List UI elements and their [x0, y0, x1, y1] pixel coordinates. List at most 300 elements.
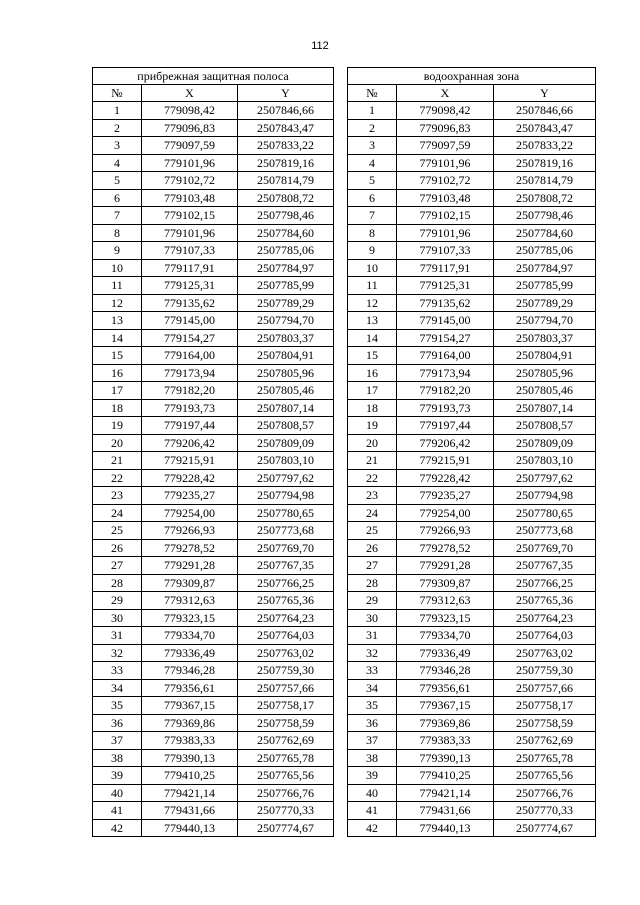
left-col-x-header: X	[142, 85, 238, 102]
right-point-number: 31	[348, 627, 397, 645]
left-point-number: 22	[93, 469, 142, 487]
right-y-value: 2507770,33	[494, 802, 596, 820]
left-point-number: 19	[93, 417, 142, 435]
table-gap	[334, 137, 348, 155]
left-point-number: 11	[93, 277, 142, 295]
table-gap	[334, 749, 348, 767]
right-x-value: 779102,15	[397, 207, 494, 225]
right-x-value: 779309,87	[397, 574, 494, 592]
left-y-value: 2507784,60	[238, 224, 334, 242]
table-row	[93, 172, 596, 190]
right-point-number: 28	[348, 574, 397, 592]
table-gap	[334, 102, 348, 120]
table-gap	[334, 732, 348, 750]
left-x-value: 779125,31	[142, 277, 238, 295]
table-row	[93, 819, 596, 837]
right-point-number: 19	[348, 417, 397, 435]
right-point-number: 26	[348, 539, 397, 557]
left-y-value: 2507804,91	[238, 347, 334, 365]
table-gap	[334, 767, 348, 785]
left-point-number: 10	[93, 259, 142, 277]
right-x-value: 779369,86	[397, 714, 494, 732]
left-point-number: 2	[93, 119, 142, 137]
left-x-value: 779235,27	[142, 487, 238, 505]
right-y-value: 2507767,35	[494, 557, 596, 575]
left-x-value: 779431,66	[142, 802, 238, 820]
right-x-value: 779154,27	[397, 329, 494, 347]
table-gap	[334, 784, 348, 802]
right-x-value: 779334,70	[397, 627, 494, 645]
right-point-number: 20	[348, 434, 397, 452]
right-point-number: 30	[348, 609, 397, 627]
table-gap	[334, 312, 348, 330]
table-row	[93, 662, 596, 680]
left-y-value: 2507765,78	[238, 749, 334, 767]
left-x-value: 779367,15	[142, 697, 238, 715]
left-y-value: 2507769,70	[238, 539, 334, 557]
right-point-number: 38	[348, 749, 397, 767]
left-x-value: 779101,96	[142, 224, 238, 242]
column-header-row	[93, 85, 596, 102]
table-row	[93, 242, 596, 260]
table-row	[93, 154, 596, 172]
right-y-value: 2507784,97	[494, 259, 596, 277]
left-x-value: 779193,73	[142, 399, 238, 417]
right-point-number: 10	[348, 259, 397, 277]
table-gap	[334, 522, 348, 540]
table-gap	[334, 154, 348, 172]
table-gap	[334, 539, 348, 557]
right-point-number: 7	[348, 207, 397, 225]
right-x-value: 779101,96	[397, 224, 494, 242]
left-y-value: 2507767,35	[238, 557, 334, 575]
table-row	[93, 504, 596, 522]
left-x-value: 779291,28	[142, 557, 238, 575]
right-y-value: 2507765,56	[494, 767, 596, 785]
right-y-value: 2507764,03	[494, 627, 596, 645]
right-y-value: 2507763,02	[494, 644, 596, 662]
left-x-value: 779309,87	[142, 574, 238, 592]
left-point-number: 27	[93, 557, 142, 575]
right-y-value: 2507785,99	[494, 277, 596, 295]
right-point-number: 13	[348, 312, 397, 330]
left-point-number: 29	[93, 592, 142, 610]
left-x-value: 779097,59	[142, 137, 238, 155]
right-x-value: 779431,66	[397, 802, 494, 820]
right-x-value: 779228,42	[397, 469, 494, 487]
right-x-value: 779356,61	[397, 679, 494, 697]
right-x-value: 779421,14	[397, 784, 494, 802]
left-x-value: 779334,70	[142, 627, 238, 645]
right-point-number: 23	[348, 487, 397, 505]
right-point-number: 42	[348, 819, 397, 837]
right-point-number: 18	[348, 399, 397, 417]
left-y-value: 2507763,02	[238, 644, 334, 662]
table-gap	[334, 189, 348, 207]
left-point-number: 21	[93, 452, 142, 470]
table-gap	[334, 819, 348, 837]
left-y-value: 2507789,29	[238, 294, 334, 312]
left-x-value: 779107,33	[142, 242, 238, 260]
table-gap	[334, 347, 348, 365]
left-point-number: 34	[93, 679, 142, 697]
left-y-value: 2507805,96	[238, 364, 334, 382]
title-row	[93, 68, 596, 85]
left-y-value: 2507819,16	[238, 154, 334, 172]
right-y-value: 2507814,79	[494, 172, 596, 190]
table-row	[93, 784, 596, 802]
left-point-number: 5	[93, 172, 142, 190]
left-point-number: 13	[93, 312, 142, 330]
left-y-value: 2507766,76	[238, 784, 334, 802]
right-y-value: 2507794,70	[494, 312, 596, 330]
right-point-number: 27	[348, 557, 397, 575]
right-y-value: 2507803,10	[494, 452, 596, 470]
right-x-value: 779135,62	[397, 294, 494, 312]
right-point-number: 33	[348, 662, 397, 680]
left-point-number: 14	[93, 329, 142, 347]
right-point-number: 3	[348, 137, 397, 155]
left-y-value: 2507833,22	[238, 137, 334, 155]
right-y-value: 2507765,78	[494, 749, 596, 767]
table-gap	[334, 627, 348, 645]
right-y-value: 2507843,47	[494, 119, 596, 137]
table-gap	[334, 662, 348, 680]
table-row	[93, 452, 596, 470]
left-x-value: 779135,62	[142, 294, 238, 312]
right-point-number: 5	[348, 172, 397, 190]
table-gap	[334, 714, 348, 732]
table-row	[93, 277, 596, 295]
left-x-value: 779206,42	[142, 434, 238, 452]
right-point-number: 40	[348, 784, 397, 802]
left-y-value: 2507798,46	[238, 207, 334, 225]
left-x-value: 779421,14	[142, 784, 238, 802]
right-x-value: 779107,33	[397, 242, 494, 260]
right-x-value: 779097,59	[397, 137, 494, 155]
right-x-value: 779390,13	[397, 749, 494, 767]
right-point-number: 39	[348, 767, 397, 785]
right-x-value: 779235,27	[397, 487, 494, 505]
left-point-number: 32	[93, 644, 142, 662]
left-y-value: 2507808,72	[238, 189, 334, 207]
table-row	[93, 102, 596, 120]
right-x-value: 779182,20	[397, 382, 494, 400]
table-row	[93, 224, 596, 242]
right-y-value: 2507758,59	[494, 714, 596, 732]
table-gap	[334, 172, 348, 190]
right-x-value: 779206,42	[397, 434, 494, 452]
left-y-value: 2507785,06	[238, 242, 334, 260]
table-gap	[334, 294, 348, 312]
right-point-number: 12	[348, 294, 397, 312]
table-gap	[334, 434, 348, 452]
left-x-value: 779278,52	[142, 539, 238, 557]
left-y-value: 2507762,69	[238, 732, 334, 750]
right-x-value: 779440,13	[397, 819, 494, 837]
table-gap	[334, 85, 348, 102]
left-y-value: 2507766,25	[238, 574, 334, 592]
right-x-value: 779336,49	[397, 644, 494, 662]
left-x-value: 779098,42	[142, 102, 238, 120]
right-x-value: 779291,28	[397, 557, 494, 575]
left-point-number: 28	[93, 574, 142, 592]
table-row	[93, 539, 596, 557]
table-gap	[334, 382, 348, 400]
left-x-value: 779323,15	[142, 609, 238, 627]
left-x-value: 779145,00	[142, 312, 238, 330]
table-gap	[334, 644, 348, 662]
left-y-value: 2507843,47	[238, 119, 334, 137]
table-gap	[334, 207, 348, 225]
left-x-value: 779254,00	[142, 504, 238, 522]
table-gap	[334, 277, 348, 295]
left-x-value: 779096,83	[142, 119, 238, 137]
right-x-value: 779346,28	[397, 662, 494, 680]
right-x-value: 779383,33	[397, 732, 494, 750]
left-y-value: 2507814,79	[238, 172, 334, 190]
right-y-value: 2507758,17	[494, 697, 596, 715]
table-row	[93, 207, 596, 225]
left-point-number: 16	[93, 364, 142, 382]
table-row	[93, 749, 596, 767]
right-point-number: 2	[348, 119, 397, 137]
table-row	[93, 189, 596, 207]
left-point-number: 18	[93, 399, 142, 417]
table-row	[93, 382, 596, 400]
left-x-value: 779228,42	[142, 469, 238, 487]
table-row	[93, 329, 596, 347]
left-y-value: 2507805,46	[238, 382, 334, 400]
right-point-number: 21	[348, 452, 397, 470]
right-table-title: водоохранная зона	[348, 68, 596, 85]
table-row	[93, 732, 596, 750]
left-point-number: 8	[93, 224, 142, 242]
left-point-number: 26	[93, 539, 142, 557]
left-y-value: 2507764,23	[238, 609, 334, 627]
table-row	[93, 469, 596, 487]
right-y-value: 2507774,67	[494, 819, 596, 837]
left-x-value: 779102,15	[142, 207, 238, 225]
table-gap	[334, 119, 348, 137]
left-point-number: 15	[93, 347, 142, 365]
right-point-number: 37	[348, 732, 397, 750]
table-row	[93, 714, 596, 732]
left-point-number: 24	[93, 504, 142, 522]
left-y-value: 2507794,98	[238, 487, 334, 505]
right-x-value: 779102,72	[397, 172, 494, 190]
table-gap	[334, 802, 348, 820]
table-gap	[334, 329, 348, 347]
left-y-value: 2507759,30	[238, 662, 334, 680]
left-y-value: 2507758,59	[238, 714, 334, 732]
right-y-value: 2507766,76	[494, 784, 596, 802]
table-gap	[334, 68, 348, 85]
table-row	[93, 767, 596, 785]
table-gap	[334, 364, 348, 382]
right-y-value: 2507808,72	[494, 189, 596, 207]
right-point-number: 25	[348, 522, 397, 540]
right-point-number: 14	[348, 329, 397, 347]
right-point-number: 9	[348, 242, 397, 260]
page-number: 112	[311, 40, 329, 52]
table-gap	[334, 452, 348, 470]
table-row	[93, 627, 596, 645]
right-y-value: 2507833,22	[494, 137, 596, 155]
table-gap	[334, 697, 348, 715]
right-point-number: 15	[348, 347, 397, 365]
table-gap	[334, 504, 348, 522]
right-x-value: 779312,63	[397, 592, 494, 610]
left-point-number: 20	[93, 434, 142, 452]
left-point-number: 35	[93, 697, 142, 715]
right-y-value: 2507773,68	[494, 522, 596, 540]
right-x-value: 779103,48	[397, 189, 494, 207]
table-row	[93, 609, 596, 627]
left-y-value: 2507803,37	[238, 329, 334, 347]
table-gap	[334, 592, 348, 610]
left-y-value: 2507764,03	[238, 627, 334, 645]
right-x-value: 779164,00	[397, 347, 494, 365]
coordinates-table	[92, 67, 596, 837]
table-row	[93, 364, 596, 382]
right-x-value: 779096,83	[397, 119, 494, 137]
left-y-value: 2507803,10	[238, 452, 334, 470]
right-y-value: 2507798,46	[494, 207, 596, 225]
table-gap	[334, 259, 348, 277]
left-point-number: 6	[93, 189, 142, 207]
table-row	[93, 417, 596, 435]
right-x-value: 779215,91	[397, 452, 494, 470]
table-row	[93, 487, 596, 505]
left-y-value: 2507770,33	[238, 802, 334, 820]
right-y-value: 2507765,36	[494, 592, 596, 610]
right-x-value: 779367,15	[397, 697, 494, 715]
left-col-y-header: Y	[238, 85, 334, 102]
right-x-value: 779173,94	[397, 364, 494, 382]
left-point-number: 40	[93, 784, 142, 802]
left-point-number: 17	[93, 382, 142, 400]
left-y-value: 2507757,66	[238, 679, 334, 697]
right-x-value: 779323,15	[397, 609, 494, 627]
right-point-number: 41	[348, 802, 397, 820]
right-y-value: 2507780,65	[494, 504, 596, 522]
left-x-value: 779215,91	[142, 452, 238, 470]
right-point-number: 24	[348, 504, 397, 522]
right-x-value: 779125,31	[397, 277, 494, 295]
table-row	[93, 557, 596, 575]
right-y-value: 2507805,46	[494, 382, 596, 400]
right-x-value: 779098,42	[397, 102, 494, 120]
right-col-y-header: Y	[494, 85, 596, 102]
table-row	[93, 259, 596, 277]
table-row	[93, 137, 596, 155]
right-point-number: 1	[348, 102, 397, 120]
left-x-value: 779102,72	[142, 172, 238, 190]
left-x-value: 779410,25	[142, 767, 238, 785]
table-gap	[334, 487, 348, 505]
right-y-value: 2507759,30	[494, 662, 596, 680]
left-point-number: 1	[93, 102, 142, 120]
right-col-number-header: №	[348, 85, 397, 102]
table-row	[93, 802, 596, 820]
left-y-value: 2507808,57	[238, 417, 334, 435]
right-y-value: 2507808,57	[494, 417, 596, 435]
left-x-value: 779336,49	[142, 644, 238, 662]
right-y-value: 2507846,66	[494, 102, 596, 120]
table-row	[93, 697, 596, 715]
left-x-value: 779346,28	[142, 662, 238, 680]
table-gap	[334, 469, 348, 487]
right-point-number: 4	[348, 154, 397, 172]
right-y-value: 2507809,09	[494, 434, 596, 452]
table-gap	[334, 609, 348, 627]
right-x-value: 779254,00	[397, 504, 494, 522]
left-y-value: 2507797,62	[238, 469, 334, 487]
left-y-value: 2507765,56	[238, 767, 334, 785]
right-point-number: 8	[348, 224, 397, 242]
left-x-value: 779182,20	[142, 382, 238, 400]
table-row	[93, 399, 596, 417]
right-x-value: 779117,91	[397, 259, 494, 277]
left-y-value: 2507784,97	[238, 259, 334, 277]
left-point-number: 39	[93, 767, 142, 785]
table-gap	[334, 679, 348, 697]
right-col-x-header: X	[397, 85, 494, 102]
left-table-title: прибрежная защитная полоса	[93, 68, 334, 85]
right-y-value: 2507769,70	[494, 539, 596, 557]
left-x-value: 779440,13	[142, 819, 238, 837]
left-y-value: 2507765,36	[238, 592, 334, 610]
left-x-value: 779164,00	[142, 347, 238, 365]
left-x-value: 779356,61	[142, 679, 238, 697]
left-y-value: 2507809,09	[238, 434, 334, 452]
table-row	[93, 679, 596, 697]
right-y-value: 2507789,29	[494, 294, 596, 312]
right-point-number: 35	[348, 697, 397, 715]
left-point-number: 36	[93, 714, 142, 732]
left-point-number: 33	[93, 662, 142, 680]
left-point-number: 7	[93, 207, 142, 225]
left-point-number: 42	[93, 819, 142, 837]
left-point-number: 38	[93, 749, 142, 767]
right-x-value: 779266,93	[397, 522, 494, 540]
left-point-number: 4	[93, 154, 142, 172]
left-point-number: 41	[93, 802, 142, 820]
left-point-number: 3	[93, 137, 142, 155]
left-x-value: 779312,63	[142, 592, 238, 610]
left-y-value: 2507846,66	[238, 102, 334, 120]
left-x-value: 779266,93	[142, 522, 238, 540]
table-row	[93, 522, 596, 540]
left-x-value: 779117,91	[142, 259, 238, 277]
right-point-number: 32	[348, 644, 397, 662]
left-y-value: 2507774,67	[238, 819, 334, 837]
table-gap	[334, 417, 348, 435]
right-y-value: 2507804,91	[494, 347, 596, 365]
right-point-number: 11	[348, 277, 397, 295]
right-x-value: 779197,44	[397, 417, 494, 435]
table-gap	[334, 574, 348, 592]
left-point-number: 31	[93, 627, 142, 645]
right-y-value: 2507797,62	[494, 469, 596, 487]
left-x-value: 779197,44	[142, 417, 238, 435]
left-point-number: 23	[93, 487, 142, 505]
right-point-number: 29	[348, 592, 397, 610]
right-point-number: 34	[348, 679, 397, 697]
right-y-value: 2507819,16	[494, 154, 596, 172]
left-y-value: 2507807,14	[238, 399, 334, 417]
